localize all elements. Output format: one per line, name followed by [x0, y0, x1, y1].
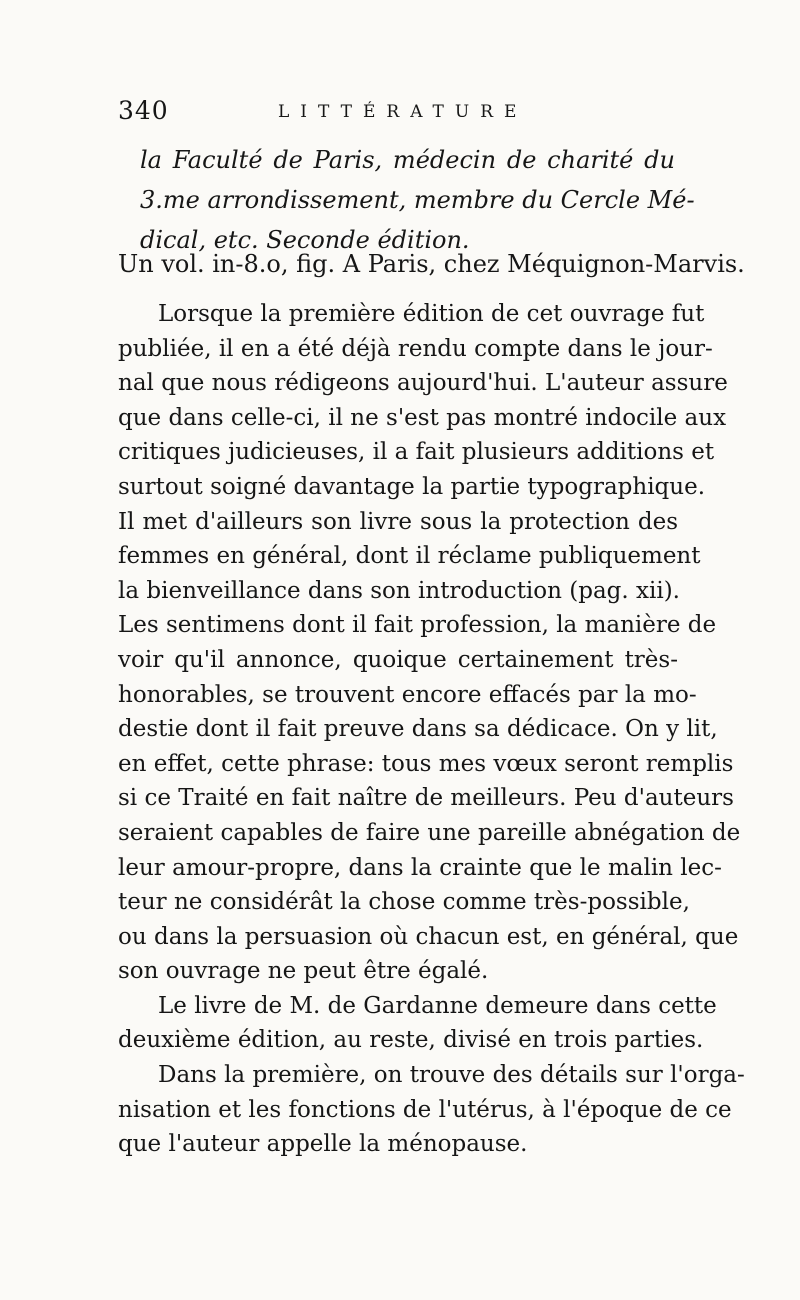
body-line: si ce Traité en fait naître de meilleurs. Peu d'auteurs — [118, 785, 734, 812]
body-line: critiques judicieuses, il a fait plusieurs additions et — [118, 439, 715, 466]
body-line: Le livre de M. de Gardanne demeure dans cette — [158, 992, 717, 1019]
body-line: que dans celle-ci, il ne s'est pas montré indocile aux — [118, 404, 727, 431]
body-line: destie dont il fait preuve dans sa dédicace. On y lit, — [118, 716, 718, 743]
body-text — [118, 297, 745, 1162]
body-line: la bienveillance dans son introduction (pag. xii). — [118, 577, 680, 604]
body-line: Lorsque la première édition de cet ouvrage fut — [158, 301, 705, 327]
title-line: dical, etc. Seconde édition. — [140, 226, 470, 254]
body-line: leur amour-propre, dans la crainte que le malin lec- — [118, 854, 722, 881]
body-line: publiée, il en a été déjà rendu compte dans le jour- — [118, 335, 713, 362]
publication-line: Un vol. in-8.o, fig. A Paris, chez Méquignon-Marvis. — [118, 250, 745, 278]
body-line: deuxième édition, au reste, divisé en trois parties. — [118, 1027, 704, 1054]
body-line: Les sentimens dont il fait profession, la manière de — [118, 612, 717, 639]
body-line: honorables, se trouvent encore effacés par la mo- — [118, 681, 697, 708]
body-line: Dans la première, on trouve des détails sur l'orga- — [158, 1062, 745, 1089]
body-line: teur ne considérât la chose comme très-possible, — [118, 889, 690, 916]
body-line: seraient capables de faire une pareille abnégation de — [118, 819, 741, 846]
page-header — [118, 96, 678, 136]
page-number: 340 — [118, 96, 169, 125]
body-line: femmes en général, dont il réclame publiquement — [118, 543, 701, 570]
body-line: son ouvrage ne peut être égalé. — [118, 958, 489, 985]
body-line: en effet, cette phrase: tous mes vœux seront remplis — [118, 750, 734, 777]
title-line: la Faculté de Paris, médecin de charité du — [140, 146, 675, 174]
running-title: LITTÉRATURE — [278, 102, 528, 122]
body-line: Il met d'ailleurs son livre sous la protection des — [118, 508, 678, 535]
book-title-block — [140, 140, 695, 260]
body-line: ou dans la persuasion où chacun est, en général, que — [118, 923, 739, 950]
body-line: que l'auteur appelle la ménopause. — [118, 1131, 528, 1158]
body-line: voir qu'il annonce, quoique certainement très- — [118, 646, 678, 673]
body-line: surtout soigné davantage la partie typographique. — [118, 473, 706, 500]
body-line: nisation et les fonctions de l'utérus, à l'époque de ce — [118, 1096, 732, 1123]
body-line: nal que nous rédigeons aujourd'hui. L'auteur assure — [118, 370, 728, 397]
title-line: 3.me arrondissement, membre du Cercle Mé- — [140, 186, 695, 214]
